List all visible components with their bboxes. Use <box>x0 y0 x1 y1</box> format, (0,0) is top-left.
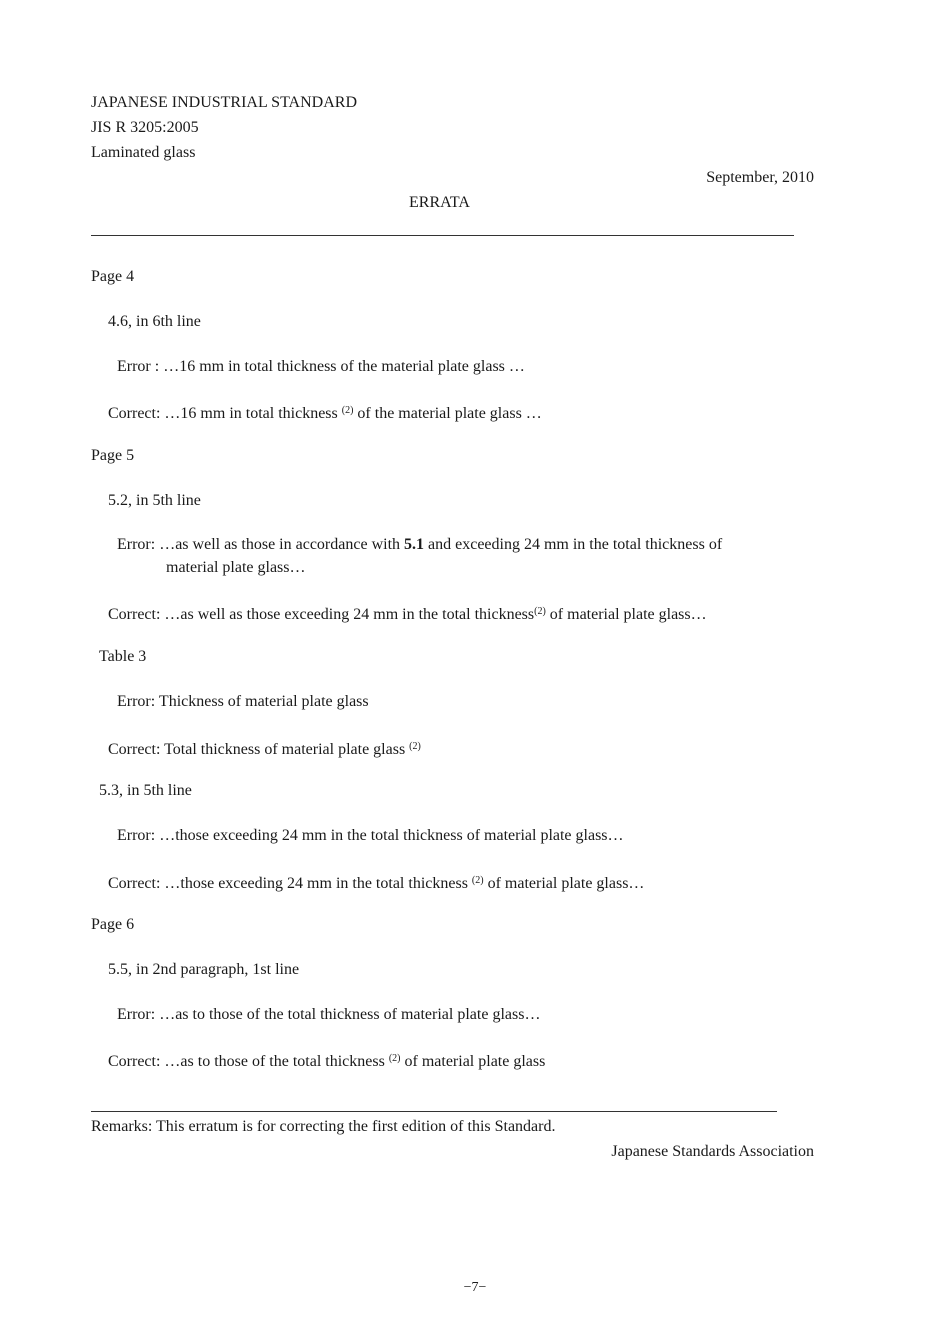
location-4-6: 4.6, in 6th line <box>108 313 201 330</box>
correct-text: …16 mm in total thickness <box>164 405 338 422</box>
clause-ref: 5.1 <box>404 536 425 553</box>
correct-line <box>108 602 707 625</box>
error-label: Error: <box>117 827 156 844</box>
correct-line <box>108 1049 545 1072</box>
header-divider <box>91 235 794 236</box>
error-text: …those exceeding 24 mm in the total thickness of material plate glass… <box>159 827 624 844</box>
correct-text-end: of material plate glass… <box>549 606 707 623</box>
publisher: Japanese Standards Association <box>611 1143 814 1160</box>
errata-date: September, 2010 <box>706 169 814 186</box>
footnote-ref: (2) <box>534 606 546 617</box>
error-label: Error: <box>117 536 156 553</box>
correct-label: Correct: <box>108 606 161 623</box>
error-line <box>117 826 624 846</box>
correct-text-end: of the material plate glass … <box>357 405 542 422</box>
location-5-5: 5.5, in 2nd paragraph, 1st line <box>108 961 300 978</box>
correct-text: …those exceeding 24 mm in the total thickness <box>164 875 468 892</box>
error-line <box>117 692 369 712</box>
location-table-3: Table 3 <box>99 648 147 665</box>
correct-text: …as well as those exceeding 24 mm in the total thickness <box>164 606 535 623</box>
standard-code: JIS R 3205:2005 <box>91 119 199 136</box>
footnote-ref: (2) <box>341 405 354 416</box>
error-text: …as to those of the total thickness of material plate glass… <box>159 1006 541 1023</box>
correct-label: Correct: <box>108 1053 161 1070</box>
error-label: Error: <box>117 1006 156 1023</box>
correct-line <box>108 737 421 760</box>
error-label: Error: <box>117 693 156 710</box>
correct-text: Total thickness of material plate glass <box>164 741 406 758</box>
error-line <box>117 535 722 555</box>
correct-line <box>108 401 542 424</box>
remarks: Remarks: This erratum is for correcting the first edition of this Standard. <box>91 1118 556 1135</box>
error-text: …16 mm in total thickness of the material plate glass … <box>163 358 525 375</box>
error-text-end: and exceeding 24 mm in the total thickness of <box>428 536 723 553</box>
correct-text-end: of material plate glass… <box>487 875 645 892</box>
standard-subject: Laminated glass <box>91 144 196 161</box>
footer-divider <box>91 1111 777 1112</box>
page-title: ERRATA <box>409 194 470 211</box>
location-5-2: 5.2, in 5th line <box>108 492 201 509</box>
error-line <box>117 357 525 377</box>
error-label: Error : <box>117 358 160 375</box>
footnote-ref: (2) <box>471 875 484 886</box>
page-heading-5: Page 5 <box>91 447 135 464</box>
correct-label: Correct: <box>108 875 161 892</box>
error-line-continued: material plate glass… <box>166 559 306 576</box>
correct-text-end: of material plate glass <box>404 1053 546 1070</box>
footnote-ref: (2) <box>409 741 421 752</box>
location-5-3: 5.3, in 5th line <box>99 782 192 799</box>
footnote-ref: (2) <box>388 1053 401 1064</box>
error-text: …as well as those in accordance with <box>159 536 401 553</box>
page-heading-4: Page 4 <box>91 268 135 285</box>
header-org: JAPANESE INDUSTRIAL STANDARD <box>91 94 357 111</box>
error-line <box>117 1005 540 1025</box>
correct-label: Correct: <box>108 405 161 422</box>
correct-label: Correct: <box>108 741 161 758</box>
correct-text: …as to those of the total thickness <box>164 1053 385 1070</box>
page-number: −7− <box>463 1280 487 1295</box>
correct-line <box>108 871 644 894</box>
error-text: Thickness of material plate glass <box>158 693 369 710</box>
page-heading-6: Page 6 <box>91 916 135 933</box>
